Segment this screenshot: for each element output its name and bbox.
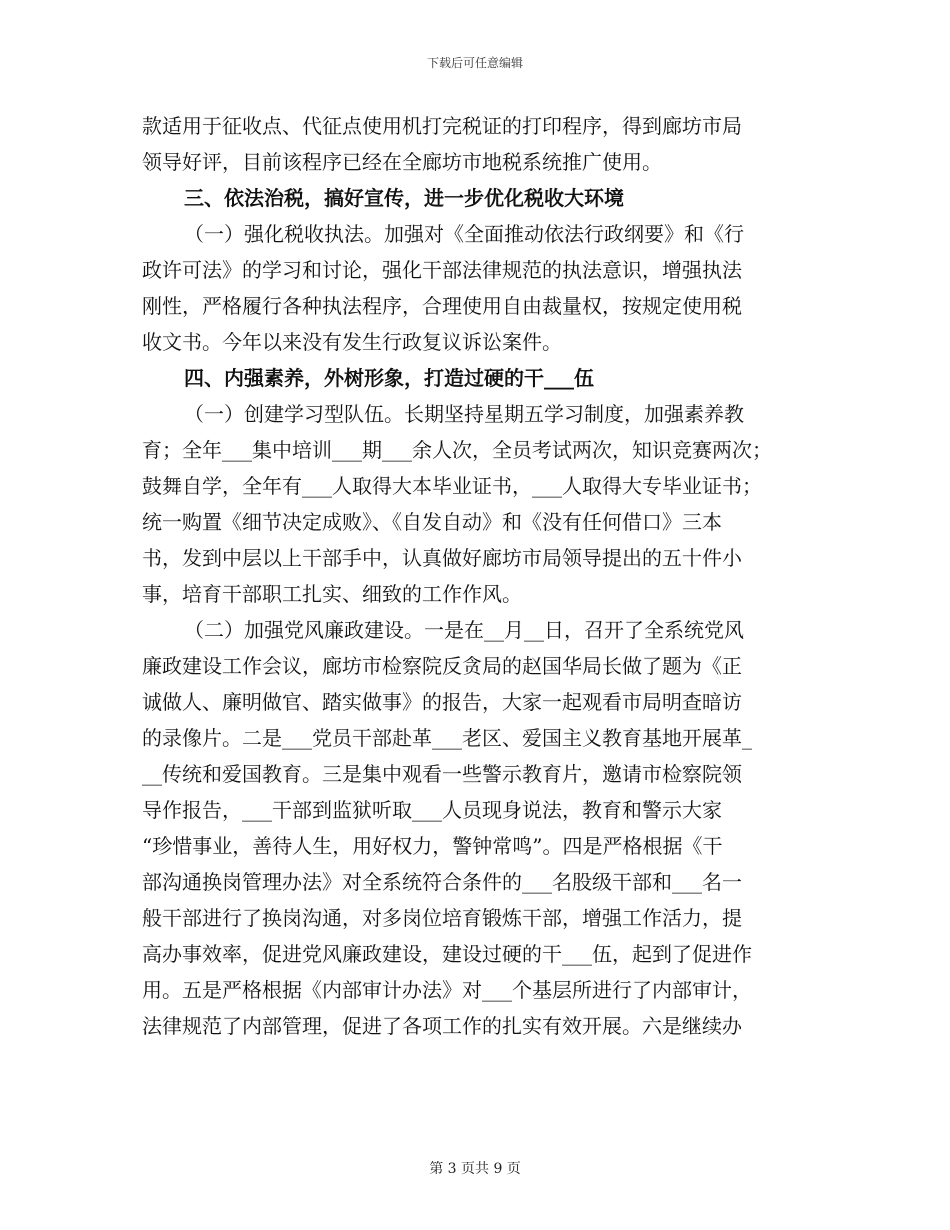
paragraph-line: 刚性，严格履行各种执法程序，合理使用自由裁量权，按规定使用税 (142, 294, 742, 318)
paragraph-line: 事，培育干部职工扎实、细致的工作作风。 (142, 582, 522, 606)
paragraph-line: （二）加强党风廉政建设。一是在__月__日，召开了全系统党风 (184, 618, 744, 642)
paragraph-line: __传统和爱国教育。三是集中观看一些警示教育片，邀请市检察院领 (142, 762, 742, 786)
paragraph-line: 政许可法》的学习和讨论，强化干部法律规范的执法意识，增强执法 (142, 258, 742, 282)
section-heading: 三、依法治税，搞好宣传，进一步优化税收大环境 (184, 186, 624, 210)
paragraph-line: “珍惜事业，善待人生，用好权力，警钟常鸣”。四是严格根据《干 (142, 834, 723, 858)
paragraph-line: 育；全年___集中培训___期___余人次，全员考试两次，知识竞赛两次； (142, 438, 772, 462)
paragraph-line: 领导好评，目前该程序已经在全廊坊市地税系统推广使用。 (142, 150, 662, 174)
paragraph-line: （一）创建学习型队伍。长期坚持星期五学习制度，加强素养教 (184, 402, 744, 426)
paragraph-line: （一）强化税收执法。加强对《全面推动依法行政纲要》和《行 (184, 222, 744, 246)
document-body (142, 108, 808, 1044)
section-heading: 四、内强素养，外树形象，打造过硬的干___伍 (184, 366, 594, 390)
paragraph-line: 诚做人、廉明做官、踏实做事》的报告，大家一起观看市局明查暗访 (142, 690, 742, 714)
paragraph-line: 书，发到中层以上干部手中，认真做好廊坊市局领导提出的五十件小 (142, 546, 742, 570)
paragraph-line: 的录像片。二是___党员干部赴革___老区、爱国主义教育基地开展革_ (142, 726, 752, 750)
paragraph-line: 般干部进行了换岗沟通，对多岗位培育锻炼干部，增强工作活力，提 (142, 906, 742, 930)
page-header: 下载后可任意编辑 (426, 56, 523, 70)
paragraph-line: 导作报告，___干部到监狱听取___人员现身说法，教育和警示大家 (142, 798, 722, 822)
page-footer: 第 3 页共 9 页 (429, 1161, 521, 1177)
paragraph-line: 收文书。今年以来没有发生行政复议诉讼案件。 (142, 330, 562, 354)
paragraph-line: 廉政建设工作会议，廊坊市检察院反贪局的赵国华局长做了题为《正 (142, 654, 742, 678)
paragraph-line: 用。五是严格根据《内部审计办法》对___个基层所进行了内部审计， (142, 978, 752, 1002)
paragraph-line: 法律规范了内部管理，促进了各项工作的扎实有效开展。六是继续办 (142, 1014, 742, 1038)
paragraph-line: 部沟通换岗管理办法》对全系统符合条件的___名股级干部和___名一 (142, 870, 742, 894)
paragraph-line: 统一购置《细节决定成败》、《自发自动》和《没有任何借口》三本 (142, 510, 722, 534)
paragraph-line: 款适用于征收点、代征点使用机打完税证的打印程序，得到廊坊市局 (142, 114, 742, 138)
paragraph-line: 高办事效率，促进党风廉政建设，建设过硬的干___伍，起到了促进作 (142, 942, 752, 966)
paragraph-line: 鼓舞自学，全年有___人取得大本毕业证书，___人取得大专毕业证书； (142, 474, 762, 498)
